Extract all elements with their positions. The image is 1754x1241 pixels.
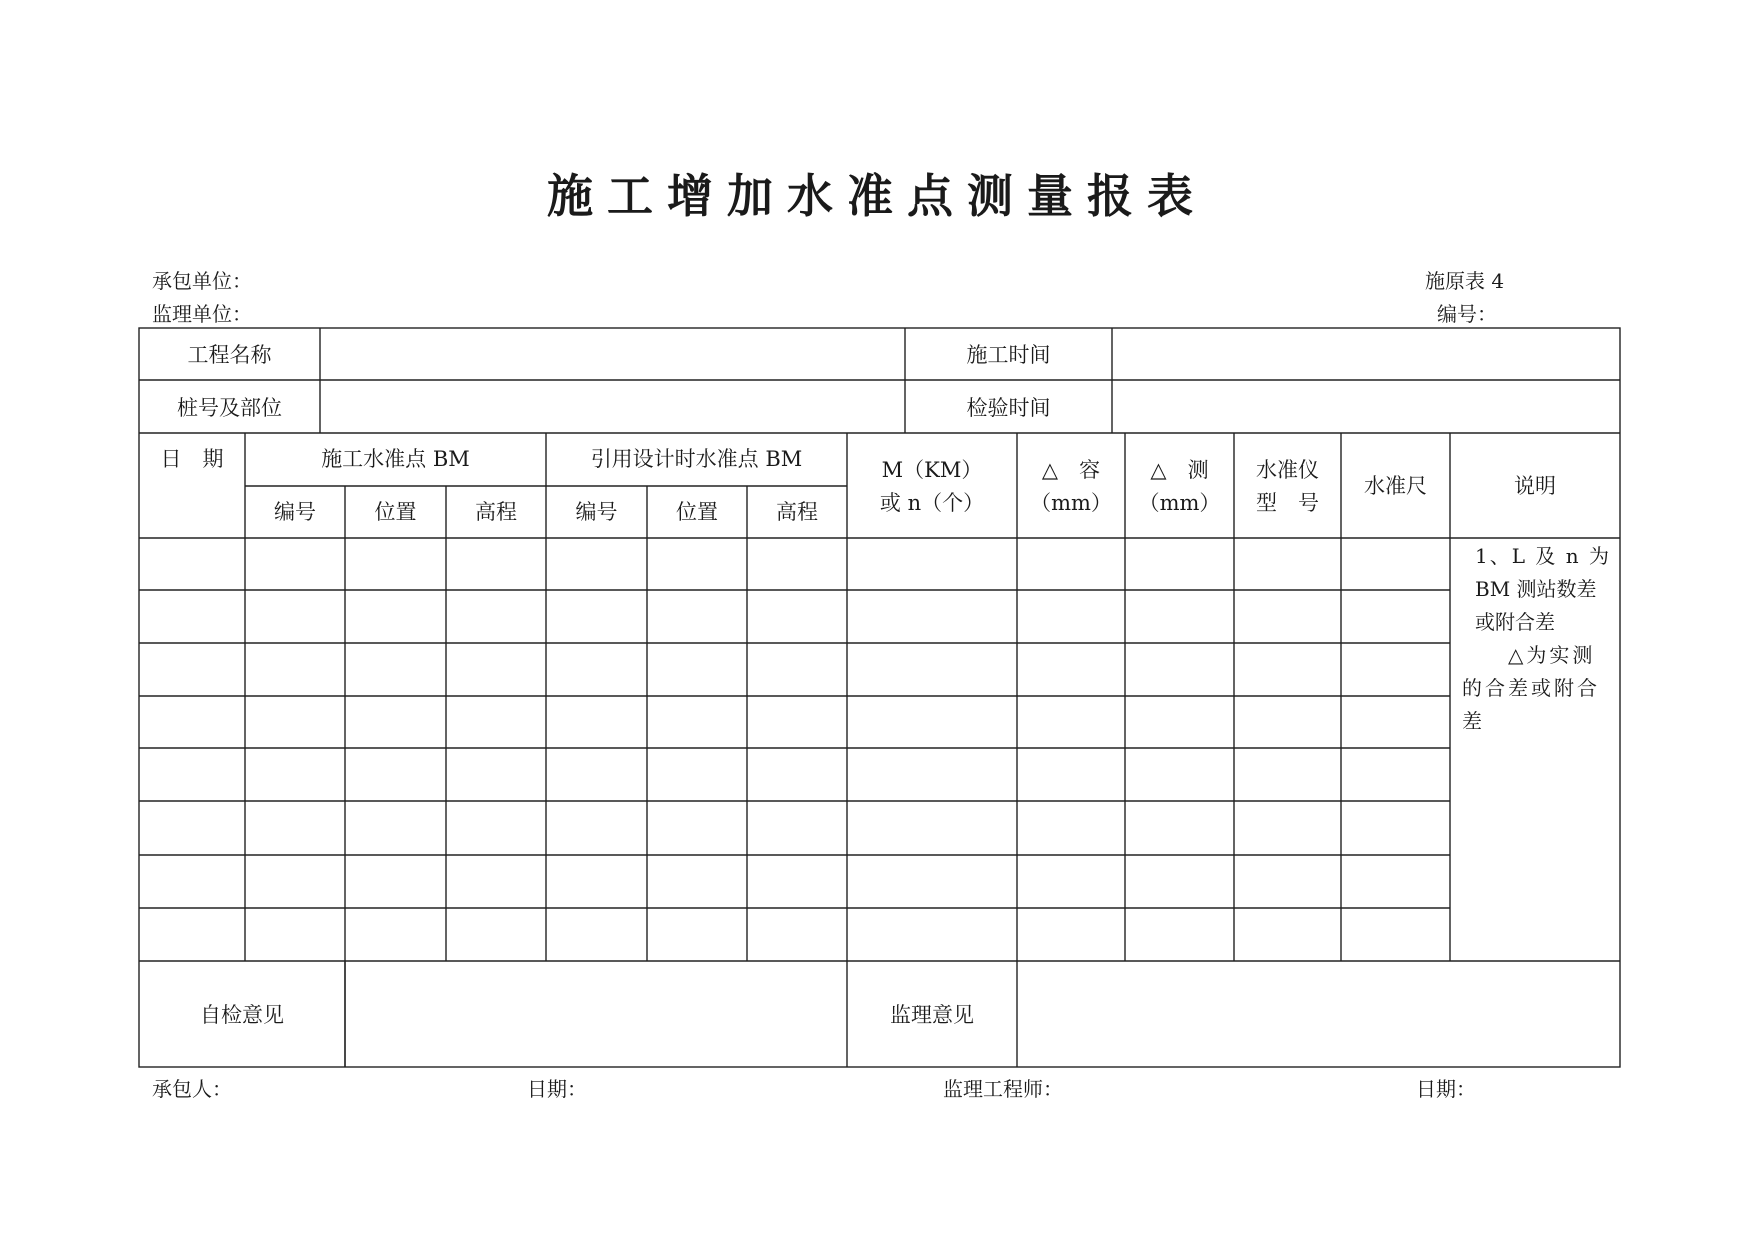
stake-location-label: 桩号及部位 [177, 396, 282, 420]
date-column-header: 日 期 [160, 447, 224, 471]
self-check-opinion-label: 自检意见 [200, 1003, 284, 1027]
construction-bm-number-header: 编号 [274, 500, 316, 524]
page-title: 施工增加水准点测量报表 [547, 169, 1207, 223]
design-bm-elevation-header: 高程 [776, 500, 818, 524]
note-line-1: 1、L 及 n 为 [1475, 544, 1611, 568]
contractor-signature-label: 承包人： [152, 1077, 232, 1101]
supervisor-unit-label: 监理单位： [152, 302, 252, 326]
construction-bm-elevation-header: 高程 [475, 500, 517, 524]
construction-time-label: 施工时间 [966, 343, 1051, 367]
engineer-signature-label: 监理工程师： [943, 1077, 1063, 1101]
delta-allow-header-line2: （mm） [1030, 491, 1112, 515]
engineer-date-label: 日期： [1416, 1077, 1476, 1101]
level-staff-header: 水准尺 [1364, 474, 1427, 498]
construction-bm-position-header: 位置 [374, 500, 417, 524]
contractor-unit-label: 承包单位： [152, 269, 252, 293]
note-line-6: 差 [1462, 709, 1482, 733]
design-bm-number-header: 编号 [575, 500, 618, 524]
delta-allow-header-line1: △ 容 [1041, 458, 1101, 482]
note-line-5: 的合差或附合 [1462, 676, 1600, 700]
level-model-header-line1: 水准仪 [1256, 458, 1319, 482]
project-name-label: 工程名称 [187, 343, 272, 367]
design-bm-header: 引用设计时水准点 BM [590, 447, 803, 471]
construction-bm-header: 施工水准点 BM [321, 447, 470, 471]
description-header: 说明 [1514, 474, 1556, 498]
note-line-2: BM 测站数差 [1475, 577, 1597, 601]
m-km-header-line1: M（KM） [881, 458, 983, 482]
note-line-3: 或附合差 [1475, 610, 1555, 634]
m-km-header-line2: 或 n（个） [879, 491, 985, 515]
serial-number-label: 编号： [1437, 302, 1497, 326]
design-bm-position-header: 位置 [676, 500, 718, 524]
contractor-date-label: 日期： [527, 1077, 587, 1101]
inspection-time-label: 检验时间 [966, 396, 1051, 420]
form-number-label: 施原表 4 [1425, 269, 1505, 293]
note-line-4: △为实测 [1508, 643, 1596, 667]
level-model-header-line2: 型 号 [1256, 491, 1319, 515]
delta-measured-header-line2: （mm） [1138, 491, 1221, 515]
delta-measured-header-line1: △ 测 [1150, 458, 1209, 482]
supervision-opinion-label: 监理意见 [890, 1003, 974, 1027]
